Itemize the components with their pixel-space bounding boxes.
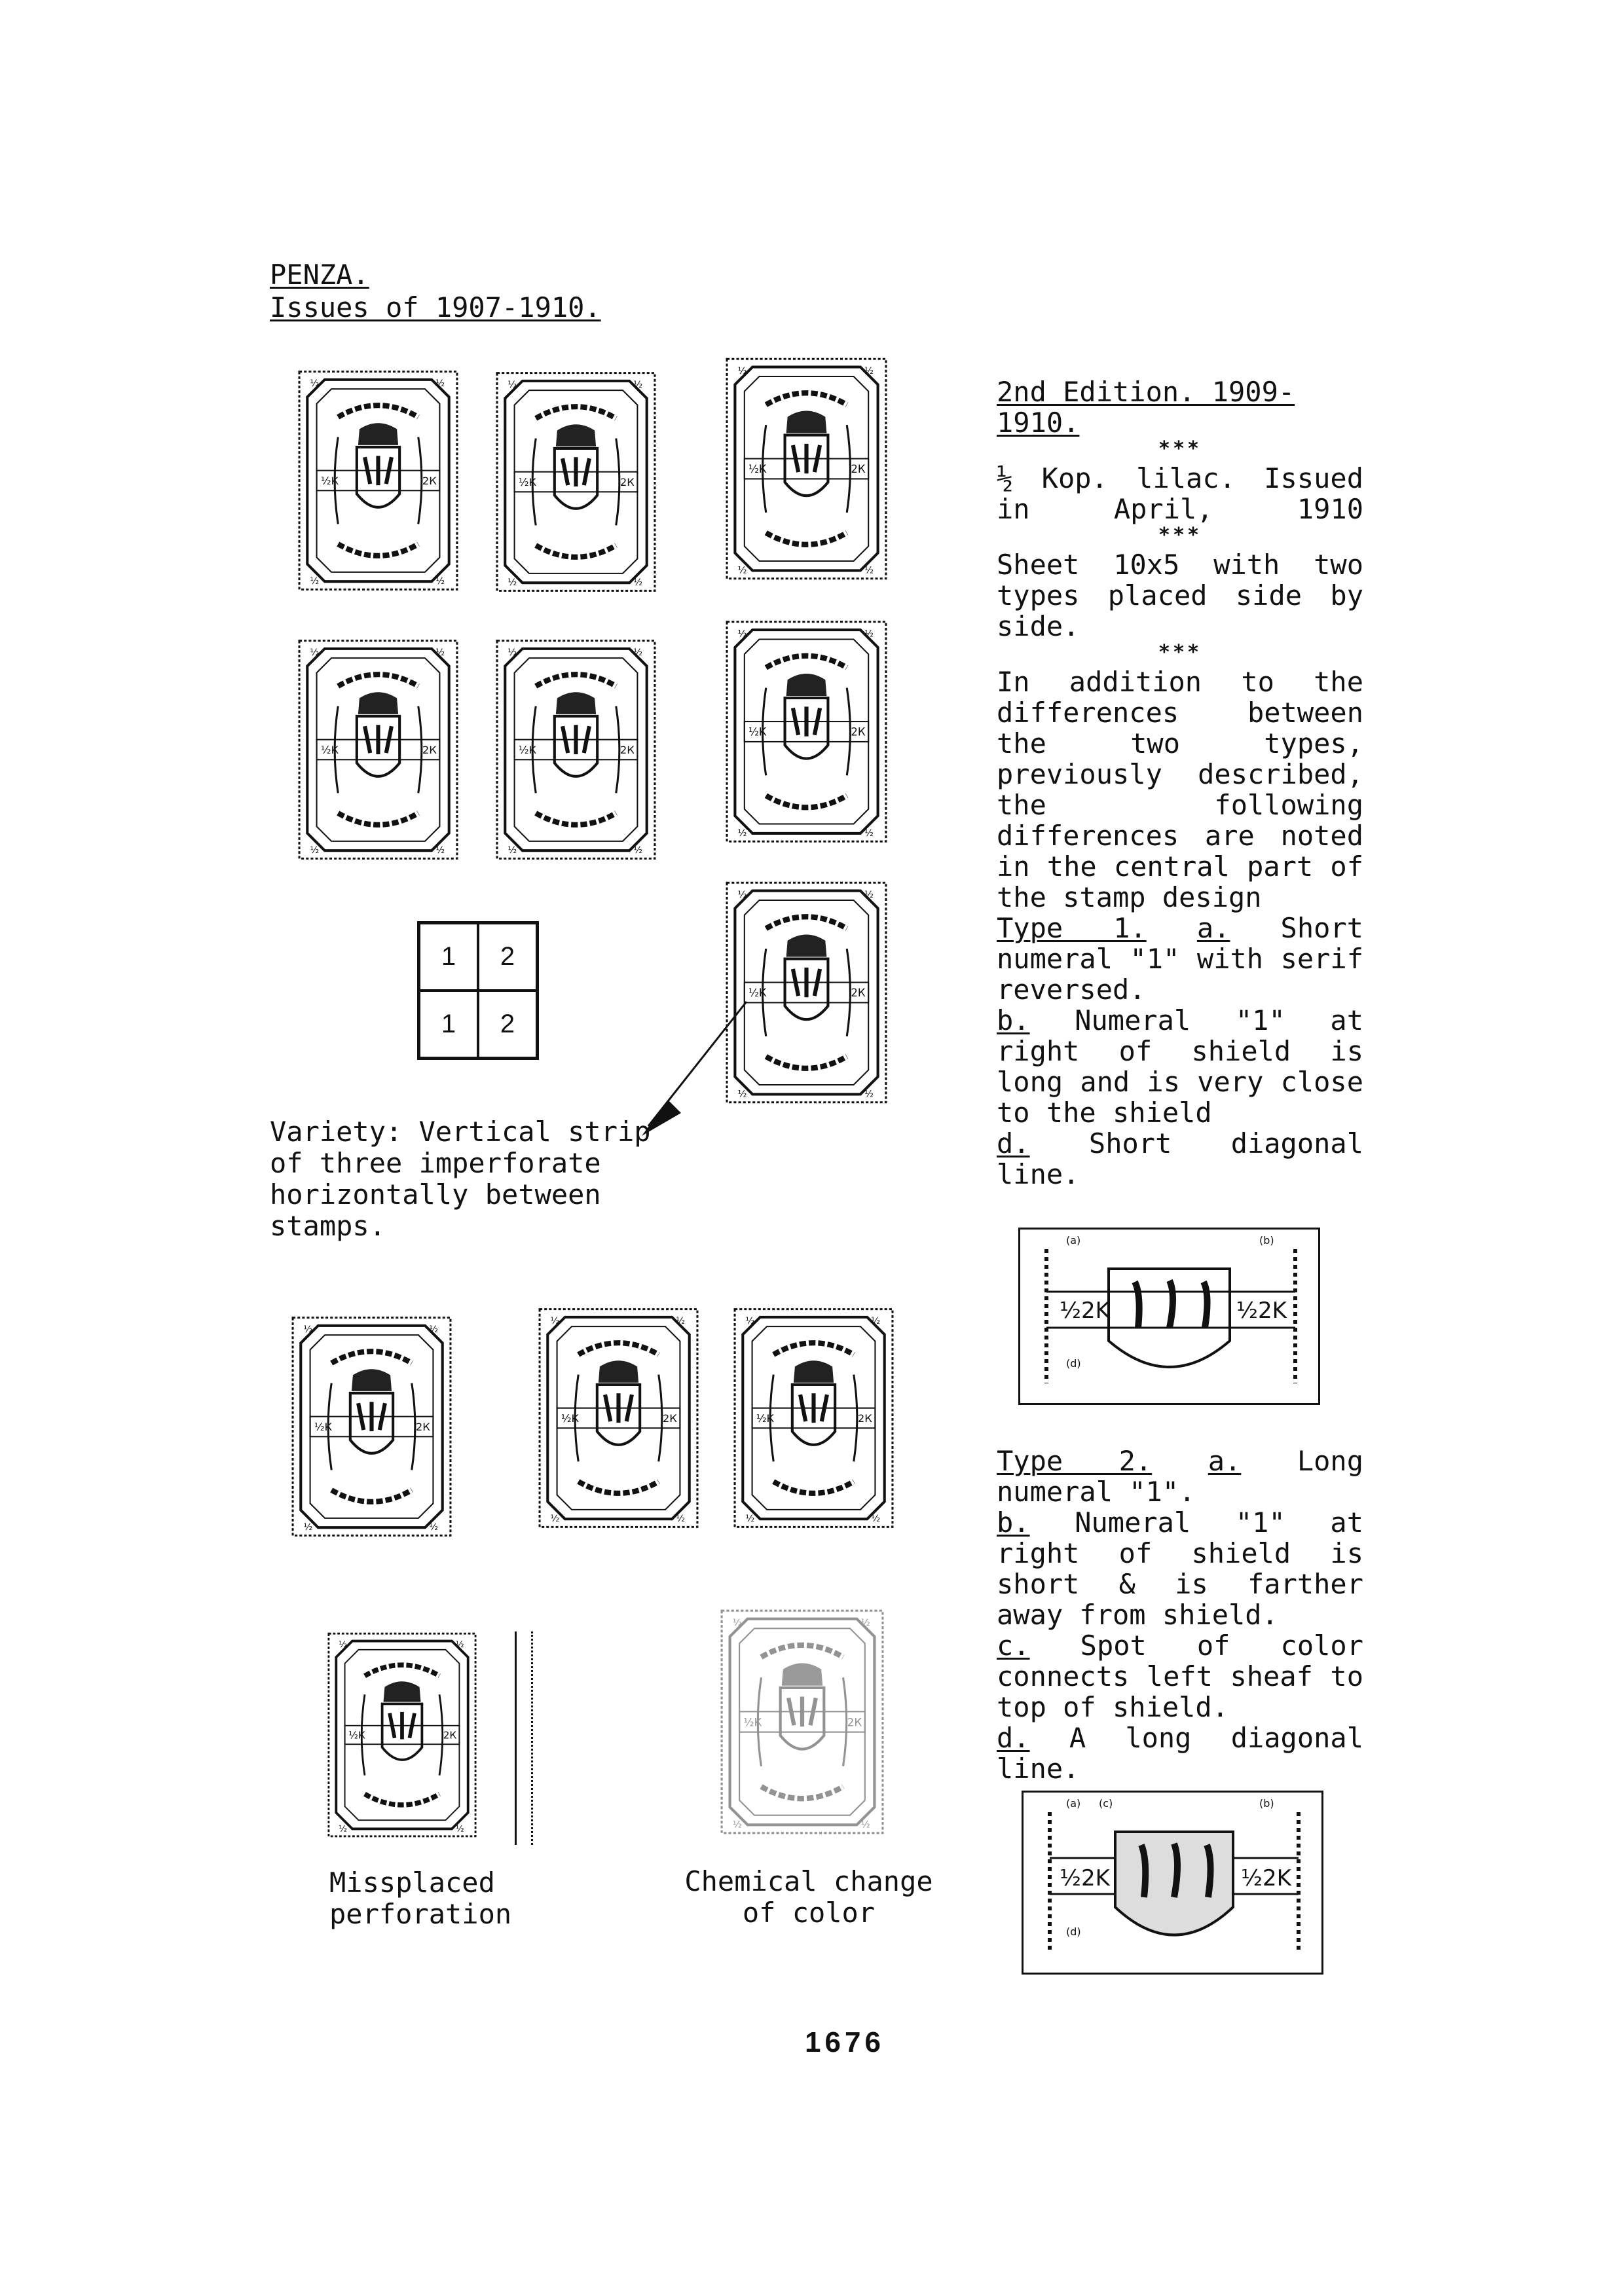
grid-cell: 2	[478, 991, 537, 1058]
type2-description	[997, 1446, 1363, 1784]
stamp-image	[298, 359, 458, 602]
type2-a	[997, 1446, 1363, 1507]
type1-d-key: d.	[997, 1127, 1030, 1159]
chemical-change-stamp	[720, 1607, 884, 1836]
type1-a-key: a.	[1196, 912, 1230, 944]
type2-d-key: d.	[997, 1722, 1030, 1754]
type2-b-text: Numeral "1" at right of shield is short & is farther away from shield.	[997, 1506, 1363, 1631]
type2-a-key: a.	[1208, 1445, 1242, 1477]
type1-label: Type 1.	[997, 912, 1147, 944]
separator: ***	[1158, 437, 1202, 460]
type2-d	[997, 1722, 1363, 1784]
stamp-image	[291, 1311, 452, 1542]
type1-b-text: Numeral "1" at right of shield is long and is very close to the shield	[997, 1004, 1363, 1129]
sheet-line: Sheet 10x5 with two types placed side by side.	[997, 549, 1363, 642]
detail-label: (c)	[1099, 1797, 1113, 1810]
stamp-image	[298, 630, 458, 869]
separator: ***	[1158, 524, 1202, 547]
detail-label: (a)	[1066, 1234, 1081, 1247]
edition-heading: 2nd Edition. 1909-1910.	[997, 376, 1295, 439]
page-header	[270, 259, 601, 324]
type2-c-text: Spot of color connects left sheaf to top of shield.	[997, 1630, 1363, 1723]
type2-b	[997, 1507, 1363, 1630]
kop-line: ½ Kop. lilac. Issued in April, 1910	[997, 462, 1363, 525]
type2-detail-diagram	[1022, 1791, 1323, 1975]
type2-d-text: A long diagonal line.	[997, 1722, 1363, 1785]
type1-d-text: Short diagonal line.	[997, 1127, 1363, 1190]
stamp-image	[496, 361, 656, 602]
detail-label: (a)	[1066, 1797, 1081, 1810]
grid-cell: 1	[419, 923, 478, 991]
description-column	[997, 376, 1363, 1190]
intro-text: In addition to the differences between the two types, previously described, the following differences are noted in the central part of the stamp design	[997, 666, 1363, 913]
type2-label: Type 2.	[997, 1445, 1153, 1477]
type1-d	[997, 1128, 1363, 1190]
strip-stamp-image	[726, 354, 887, 584]
chemical-caption: Chemical change of color	[684, 1865, 933, 1929]
type2-b-key: b.	[997, 1506, 1030, 1539]
detail-label: (d)	[1066, 1357, 1081, 1370]
stamp-image	[496, 630, 656, 869]
detail-label: (b)	[1259, 1234, 1274, 1247]
sheet-layout-grid	[417, 921, 539, 1060]
type1-detail-diagram	[1018, 1228, 1320, 1405]
variety-caption: Variety: Vertical strip of three imperforate horizontally between stamps.	[270, 1116, 651, 1242]
page-subtitle: Issues of 1907-1910.	[270, 291, 601, 323]
type1-a-text: Short numeral "1" with serif reversed.	[997, 912, 1363, 1006]
type1-b	[997, 1005, 1363, 1128]
page-title: PENZA.	[270, 259, 369, 291]
strip-stamp-image	[726, 615, 887, 848]
type1-b-key: b.	[997, 1004, 1030, 1036]
detail-left-value: ½2K	[1060, 1298, 1110, 1324]
type2-c-key: c.	[997, 1630, 1030, 1662]
page-number: 1676	[805, 2026, 885, 2058]
detail-label: (b)	[1259, 1797, 1274, 1810]
type2-a-text: Long numeral "1".	[997, 1445, 1363, 1508]
type2-c	[997, 1630, 1363, 1722]
stamp-image	[733, 1303, 894, 1533]
misplaced-caption: Missplaced perforation	[329, 1867, 512, 1930]
detail-left-value: ½2K	[1060, 1865, 1110, 1891]
misplaced-perforation-stamp	[327, 1624, 477, 1846]
detail-label: (d)	[1066, 1925, 1081, 1938]
detail-right-value: ½2K	[1241, 1865, 1291, 1891]
grid-cell: 1	[419, 991, 478, 1058]
type1-a	[997, 913, 1363, 1005]
stamp-image	[538, 1303, 699, 1533]
separator: ***	[1158, 641, 1202, 664]
detail-right-value: ½2K	[1236, 1298, 1287, 1324]
grid-cell: 2	[478, 923, 537, 991]
perforation-strip	[515, 1631, 533, 1845]
